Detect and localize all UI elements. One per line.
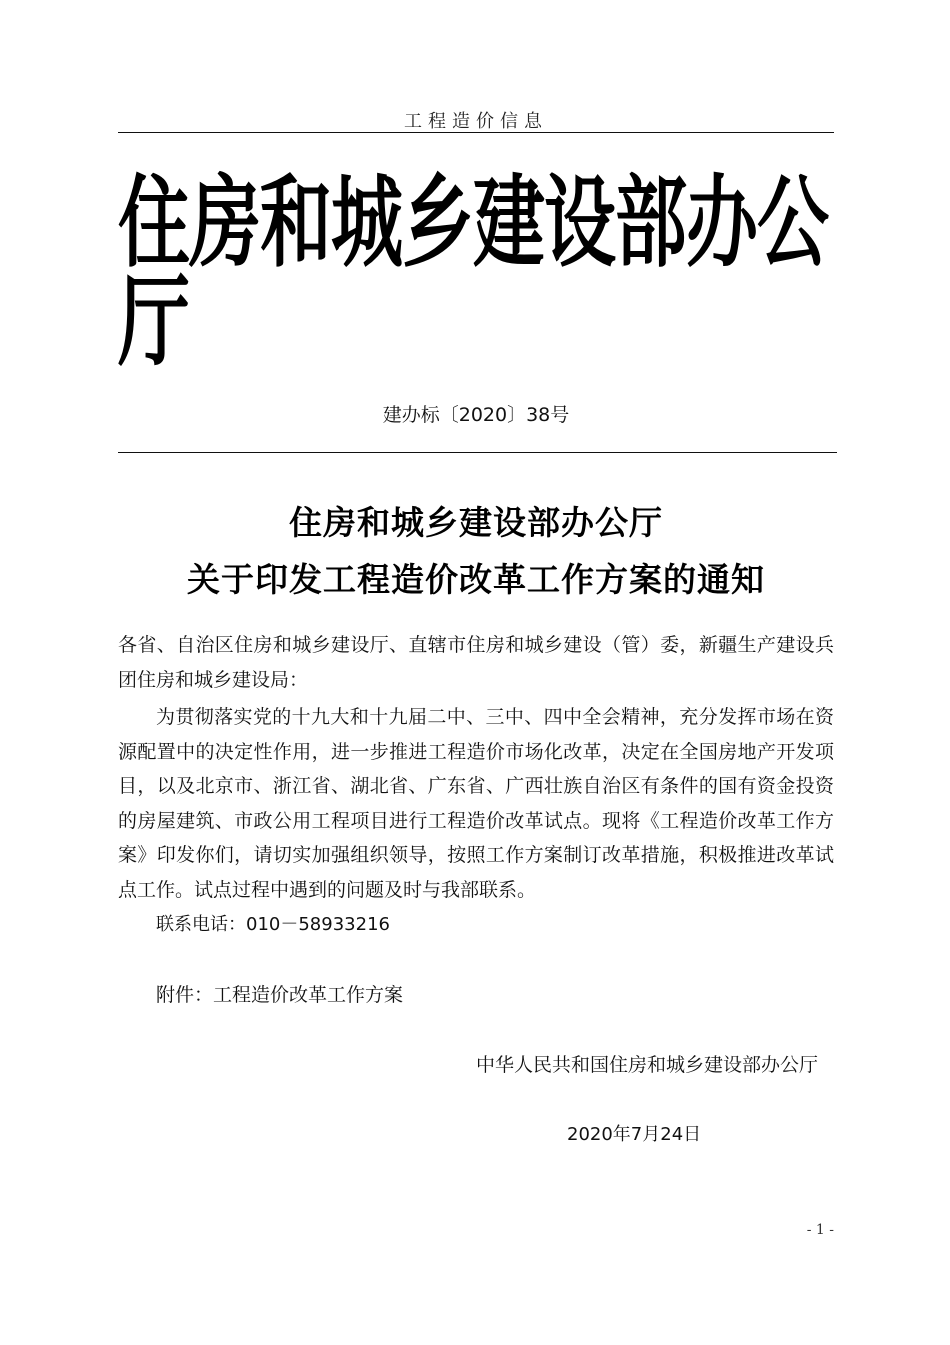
page-number: - 1 - (806, 1222, 834, 1238)
document-number: 建办标〔2020〕38号 (382, 404, 570, 426)
body-paragraph: 为贯彻落实党的十九大和十九届二中、三中、四中全会精神，充分发挥市场在资源配置中的决定性作用，进一步推进工程造价市场化改革，决定在全国房地产开发项目，以及北京市、浙江省、湖北省、广东省、广西壮族自治区有条件的国有资金投资的房屋建筑、市政公用工程项目进行工程造价改革试点。现将《工程造价改革工作方案》印发你们，请切实加强组织领导，按照工作方案制订改革措施，积极推进改革试点工作。试点过程中遇到的问题及时与我部联系。 (118, 706, 834, 901)
red-line-divider (118, 452, 837, 453)
issuing-authority-signature: 中华人民共和国住房和城乡建设部办公厅 (475, 1054, 818, 1076)
issue-date: 2020年7月24日 (567, 1124, 702, 1145)
contact-phone: 联系电话：010－58933216 (156, 914, 390, 935)
document-title-line-2: 关于印发工程造价改革工作方案的通知 (187, 560, 765, 599)
addressee: 各省、自治区住房和城乡建设厅、直辖市住房和城乡建设（管）委，新疆生产建设兵团住房和城乡建设局： (118, 634, 834, 691)
issuer-banner (118, 162, 834, 380)
attachment-line: 附件：工程造价改革工作方案 (156, 984, 404, 1006)
document-title-line-1: 住房和城乡建设部办公厅 (289, 503, 663, 542)
running-header: 工程造价信息 (404, 111, 548, 132)
header-divider (118, 132, 834, 133)
issuer-banner-text: 住房和城乡建设部办公厅 (118, 162, 829, 380)
